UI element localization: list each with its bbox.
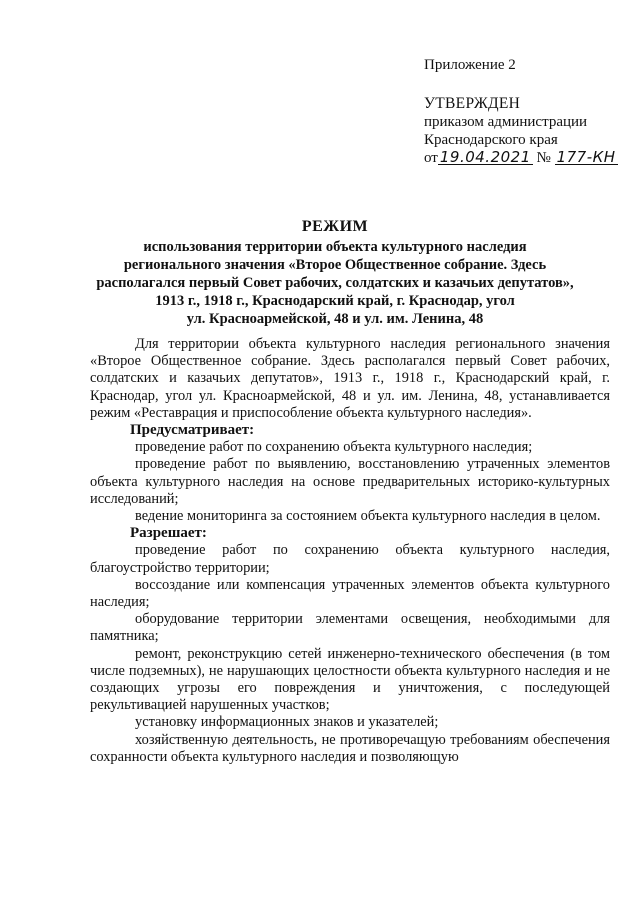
provides-item: проведение работ по выявлению, восстановлению утраченных элементов объекта культурного наследия на основе предварительных историко-культурных исследований; <box>90 456 610 507</box>
title-line: располагался первый Совет рабочих, солдатских и казачьих депутатов», <box>96 275 574 291</box>
approved-by-order: приказом администрации <box>424 114 588 130</box>
date-prefix: от <box>424 150 438 166</box>
appendix-label: Приложение 2 <box>424 57 516 73</box>
approval-block <box>424 95 618 167</box>
permits-item: ремонт, реконструкцию сетей инженерно-технического обеспечения (в том числе подземных), не нарушающих целостности объекта культурного наследия и не создающих угрозы его повреждения и уничтожения, с последующей рекультивацией нарушенных участков; <box>90 645 610 714</box>
approved-heading: УТВЕРЖДЕН <box>424 95 521 112</box>
permits-item: оборудование территории элементами освещения, необходимыми для памятника; <box>90 611 610 645</box>
permits-item: проведение работ по сохранению объекта культурного наследия, благоустройство территории; <box>90 542 610 576</box>
approved-authority: Краснодарского края <box>424 132 558 148</box>
permits-item: воссоздание или компенсация утраченных элементов объекта культурного наследия; <box>90 576 610 611</box>
title-line: 1913 г., 1918 г., Краснодарский край, г. Краснодар, угол <box>155 293 515 309</box>
document-title <box>40 218 630 328</box>
handwritten-date: 19.04.2021 <box>439 148 531 166</box>
number-sign: № <box>536 150 551 166</box>
provides-item: проведение работ по сохранению объекта культурного наследия; <box>135 439 533 456</box>
handwritten-number: 177-КН <box>556 148 616 166</box>
title-line: использования территории объекта культурного наследия <box>143 239 527 255</box>
title-heading: РЕЖИМ <box>301 218 369 235</box>
permits-item: установку информационных знаков и указателей; <box>135 714 439 731</box>
permits-item: хозяйственную деятельность, не противоречащую требованиям обеспечения сохранности объекта культурного наследия и позволяющую <box>90 731 610 765</box>
title-line: ул. Красноармейской, 48 и ул. им. Ленина, 48 <box>186 311 484 327</box>
intro-paragraph: Для территории объекта культурного наследия регионального значения «Второе Общественное собрание. Здесь располагался первый Совет рабочих, солдатских и казачьих депутатов», 1913 г., 1918 г., Краснодарский край, г. Краснодар, угол ул. Красноармейской, 48 и ул. им. Ленина, 48, устанавливается режим «Реставрация и приспособление объекта культурного наследия». <box>90 336 610 421</box>
permits-heading: Разрешает: <box>130 525 207 542</box>
document-body <box>90 336 610 766</box>
title-line: регионального значения «Второе Общественное собрание. Здесь <box>123 257 547 273</box>
provides-item: ведение мониторинга за состоянием объекта культурного наследия в целом. <box>135 508 601 525</box>
provides-heading: Предусматривает: <box>130 422 255 439</box>
order-date-number <box>424 149 618 167</box>
